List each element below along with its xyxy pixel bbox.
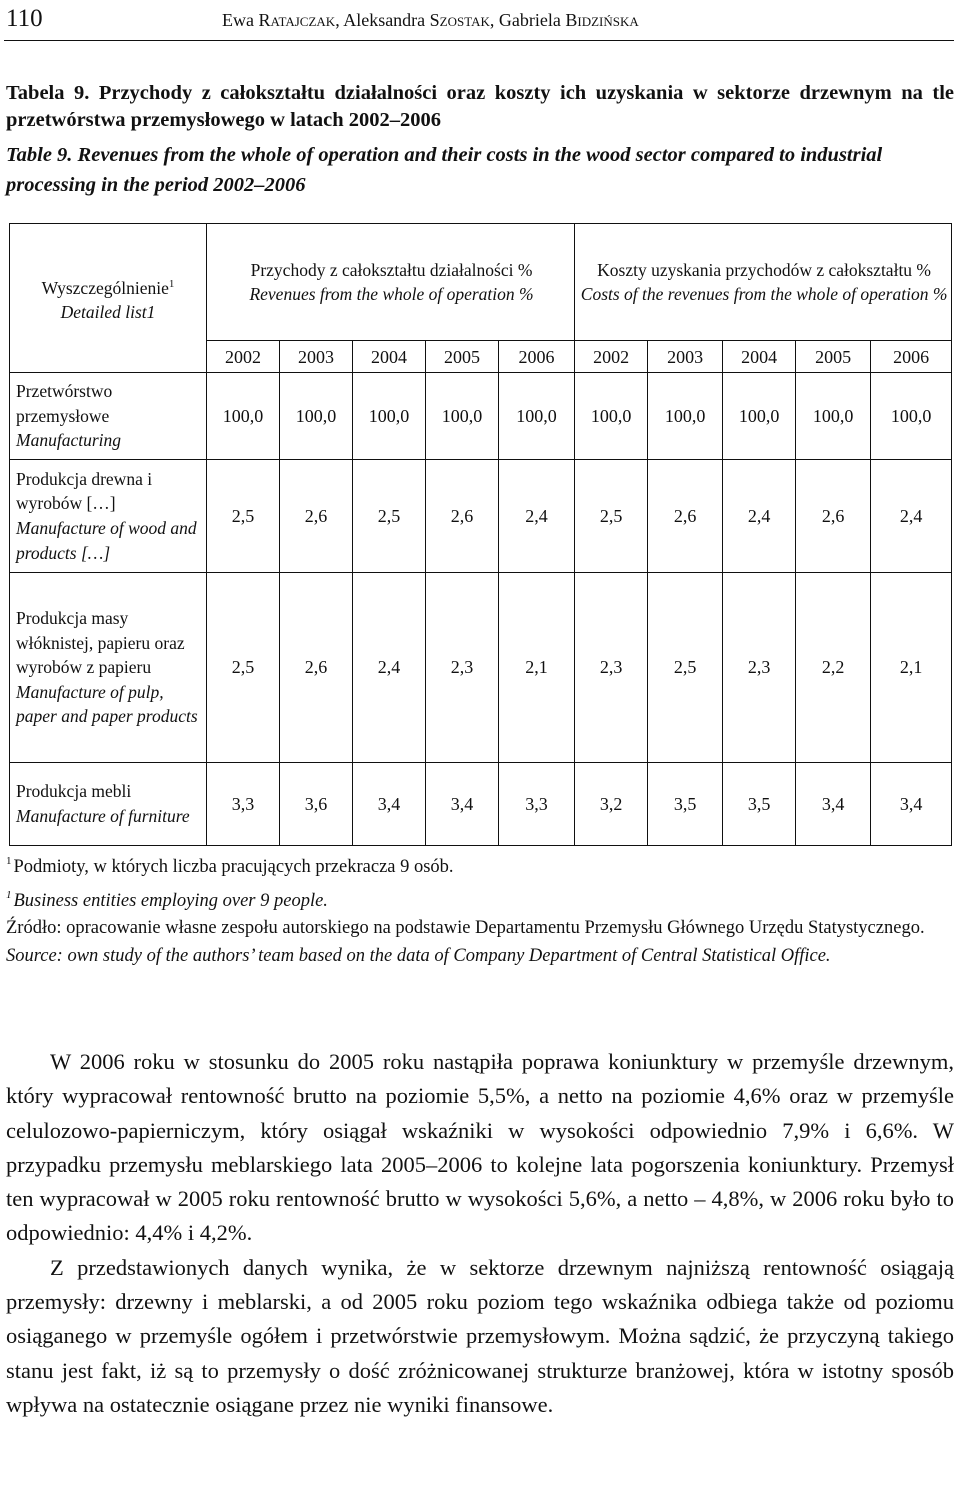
table-cell: 100,0: [353, 373, 426, 460]
stub-header-footnote-mark: 1: [168, 278, 175, 291]
table-cell: 100,0: [499, 373, 575, 460]
stub-header-en: Detailed list1: [60, 301, 156, 322]
table-cell: 3,2: [575, 763, 648, 846]
year-header: 2004: [353, 341, 426, 373]
table-cell: 2,5: [207, 573, 280, 763]
table-cell: 2,3: [723, 573, 796, 763]
table-row: [10, 573, 952, 763]
footnote-en-text: Business entities employing over 9 people.: [13, 890, 328, 911]
table-cell: 2,6: [796, 460, 871, 573]
author-first-name: Ewa: [222, 10, 259, 30]
table-cell: 2,5: [207, 460, 280, 573]
row-label-pl: Produkcja drewna i wyrobów […]: [16, 468, 153, 514]
table-cell: 2,4: [353, 573, 426, 763]
author-last-name: Szostak: [429, 10, 490, 30]
row-label: [10, 373, 207, 460]
table-row: [10, 763, 952, 846]
table-cell: 100,0: [280, 373, 353, 460]
row-label-en: Manufacturing: [16, 430, 121, 451]
table-caption-pl: Tabela 9. Przychody z całokształtu działalności oraz koszty ich uzyskania w sektorze drzewnym na tle przetwórstwa przemysłowego w latach 2002–2006: [6, 82, 954, 131]
table-cell: 3,5: [648, 763, 723, 846]
footnote-mark: 1: [6, 855, 12, 867]
table-cell: 2,6: [426, 460, 499, 573]
stub-header-pl: Wyszczególnienie: [41, 277, 169, 298]
table-cell: 100,0: [796, 373, 871, 460]
running-head-authors: [222, 7, 639, 33]
row-label: [10, 763, 207, 846]
author-first-name: Aleksandra: [343, 10, 430, 30]
table-cell: 3,5: [723, 763, 796, 846]
group-header-revenues: [207, 224, 575, 341]
body-paragraph: Z przedstawionych danych wynika, że w sektorze drzewnym najniższą rentowność osiągają przemysły: drzewny i meblarski, a od 2005 roku poziom tego wskaźnika odbiega także od poziomu osiąganego w przemyśle ogółem i przetwórstwie przemysłowym. Można sądzić, że przyczyną takiego stanu jest fakt, iż są to przemysły o dość zróżnicowanej strukturze branżowej, która w istotny sposób wpływa na ostatecznie osiągane przez nie wyniki finansowe.: [6, 1254, 954, 1417]
table-cell: 2,5: [575, 460, 648, 573]
table-cell: 2,3: [426, 573, 499, 763]
group-header-pl: Przychody z całokształtu działalności %: [250, 260, 533, 280]
table-cell: 2,1: [871, 573, 952, 763]
table-row: [10, 373, 952, 460]
table-cell: 3,4: [353, 763, 426, 846]
table-cell: 3,4: [796, 763, 871, 846]
group-header-en: Revenues from the whole of operation %: [249, 284, 534, 304]
row-label-en: Manufacture of wood and products […]: [16, 518, 197, 563]
running-header: [4, 4, 954, 38]
table-cell: 2,6: [280, 573, 353, 763]
footnote-mark: 1: [6, 888, 12, 901]
year-header: 2002: [207, 341, 280, 373]
row-label-pl: Produkcja mebli: [16, 781, 132, 802]
row-label: [10, 573, 207, 763]
stub-header: [10, 224, 207, 373]
header-rule: [4, 40, 954, 41]
data-table: [9, 223, 952, 846]
author-separator: ,: [335, 10, 344, 30]
year-header: 2005: [796, 341, 871, 373]
year-header: 2006: [499, 341, 575, 373]
author-separator: ,: [489, 10, 499, 30]
table-cell: 2,4: [723, 460, 796, 573]
table-cell: 2,5: [353, 460, 426, 573]
page-number: 110: [6, 5, 43, 32]
table-cell: 3,6: [280, 763, 353, 846]
table-cell: 2,6: [648, 460, 723, 573]
source-en: Source: own study of the authors’ team based on the data of Company Department of Central Statistical Office.: [6, 945, 831, 966]
table-caption-en: Table 9. Revenues from the whole of operation and their costs in the wood sector compared to industrial processing in the period 2002–2006: [6, 144, 883, 196]
table-notes: [6, 848, 956, 970]
year-header: 2006: [871, 341, 952, 373]
table-cell: 2,1: [499, 573, 575, 763]
row-label-pl: Przetwórstwo przemysłowe: [16, 381, 113, 426]
footnote-en: [6, 882, 956, 916]
table-cell: 3,3: [207, 763, 280, 846]
row-label-en: Manufacture of pulp, paper and paper products: [16, 681, 198, 727]
table-cell: 100,0: [648, 373, 723, 460]
footnote-pl-text: Podmioty, w których liczba pracujących przekracza 9 osób.: [13, 857, 454, 877]
table-cell: 3,3: [499, 763, 575, 846]
table-cell: 2,2: [796, 573, 871, 763]
year-header: 2002: [575, 341, 648, 373]
table-cell: 2,4: [871, 460, 952, 573]
table-cell: 100,0: [207, 373, 280, 460]
group-header-en: Costs of the revenues from the whole of operation %: [580, 284, 948, 304]
body-text: [6, 1045, 954, 1422]
table-cell: 3,4: [871, 763, 952, 846]
table-cell: 2,4: [499, 460, 575, 573]
footnote-pl: [6, 848, 956, 882]
row-label: [10, 460, 207, 573]
table-cell: 2,6: [280, 460, 353, 573]
source-pl: Źródło: opracowanie własne zespołu autorskiego na podstawie Departamentu Przemysłu Głównego Urzędu Statystycznego.: [6, 918, 925, 938]
year-header: 2004: [723, 341, 796, 373]
table-cell: 3,4: [426, 763, 499, 846]
body-paragraph: W 2006 roku w stosunku do 2005 roku nastąpiła poprawa koniunktury w przemyśle drzewnym, który wypracował rentowność brutto na poziomie 5,5%, a netto na poziomie 4,6% oraz w przemyśle celulozowo-papierniczym, który osiągał wskaźniki w wysokości odpowiednio 7,9% i 6,6%. W przypadku przemysłu meblarskiego lata 2005–2006 to kolejne lata pogorszenia koniunktury. Przemysł ten wypracował w 2005 roku rentowność brutto w wysokości 5,6%, a netto – 4,8%, w 2006 roku było to odpowiednio: 4,4% i 4,2%.: [6, 1049, 954, 1246]
table-cell: 2,5: [648, 573, 723, 763]
year-header: 2005: [426, 341, 499, 373]
table-cell: 100,0: [871, 373, 952, 460]
group-header-pl: Koszty uzyskania przychodów z całokształtu %: [597, 260, 932, 280]
table-cell: 100,0: [723, 373, 796, 460]
year-header: 2003: [280, 341, 353, 373]
table-cell: 100,0: [426, 373, 499, 460]
table-cell: 100,0: [575, 373, 648, 460]
year-header: 2003: [648, 341, 723, 373]
author-last-name: Ratajczak: [258, 10, 336, 30]
table-cell: 2,3: [575, 573, 648, 763]
row-label-pl: Produkcja masy włóknistej, papieru oraz wyrobów z papieru: [16, 608, 185, 678]
table-row: [10, 460, 952, 573]
group-header-costs: [575, 224, 952, 341]
author-last-name: Bidzińska: [565, 10, 639, 30]
author-first-name: Gabriela: [498, 10, 566, 30]
row-label-en: Manufacture of furniture: [16, 806, 190, 826]
